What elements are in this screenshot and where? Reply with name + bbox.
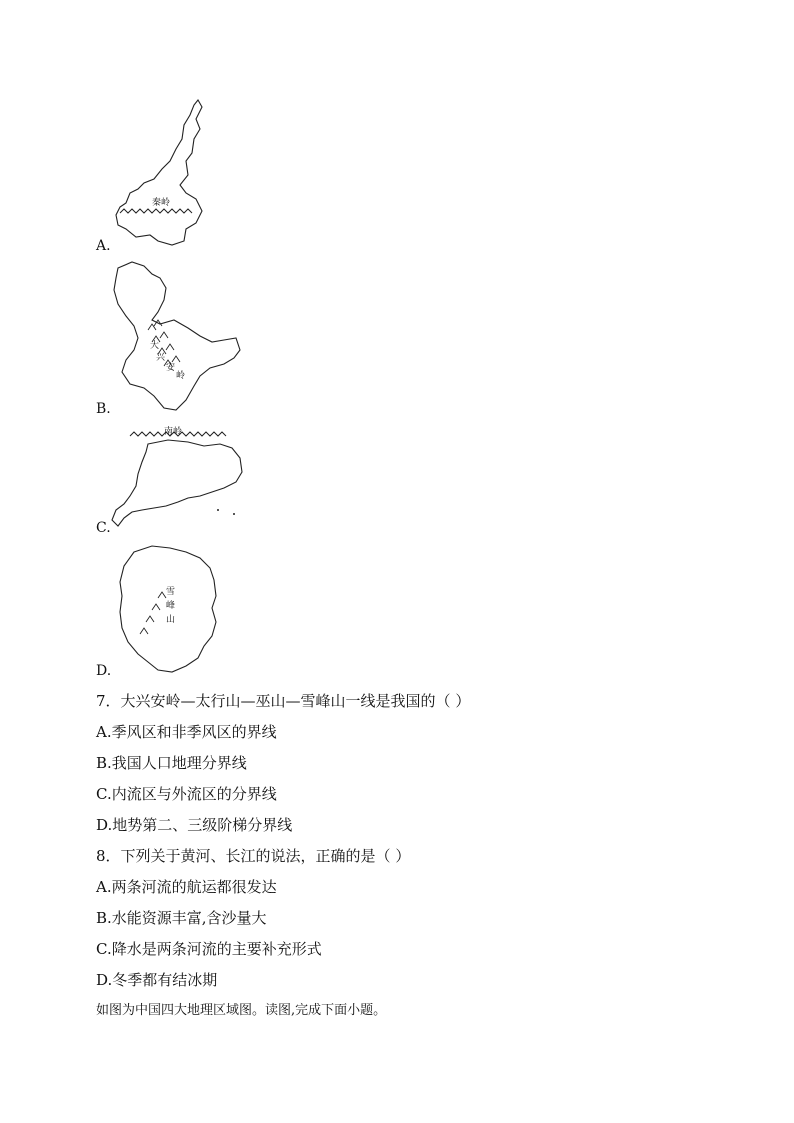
map-d-label-2: 峰: [166, 601, 176, 611]
map-b-label-1: 大: [150, 341, 160, 351]
map-b-heilongjiang: [108, 260, 248, 415]
question-8-choice-b[interactable]: B.水能资源丰富,含沙量大: [96, 909, 267, 927]
question-8-stem: 8．下列关于黄河、长江的说法，正确的是（ ）: [96, 847, 411, 865]
section-intro: 如图为中国四大地理区域图。读图,完成下面小题。: [96, 1003, 387, 1018]
question-8-choice-c[interactable]: C.降水是两条河流的主要补充形式: [96, 940, 322, 958]
map-b-label-4: 岭: [176, 371, 186, 381]
map-c-label: 南岭: [164, 427, 183, 437]
option-c-letter: C.: [96, 520, 111, 536]
option-d-letter: D.: [96, 663, 112, 679]
map-b-label-2: 兴: [156, 353, 166, 363]
map-c-guangdong: [108, 422, 250, 530]
question-8-choice-d[interactable]: D.冬季都有结冰期: [96, 971, 218, 989]
question-7-stem: 7．大兴安岭—太行山—巫山—雪峰山一线是我国的（ ）: [96, 692, 471, 710]
map-d-hunan: [112, 542, 234, 677]
map-a-shaanxi: [110, 95, 220, 250]
question-7-choice-d[interactable]: D.地势第二、三级阶梯分界线: [96, 816, 293, 834]
option-a-letter: A.: [96, 238, 111, 254]
question-7-choice-a[interactable]: A.季风区和非季风区的界线: [96, 723, 277, 741]
option-b-letter: B.: [96, 401, 111, 417]
question-7-choice-c[interactable]: C.内流区与外流区的分界线: [96, 785, 277, 803]
map-a-label: 秦岭: [152, 198, 171, 208]
map-b-label-3: 安: [166, 363, 176, 373]
question-7-choice-b[interactable]: B.我国人口地理分界线: [96, 754, 247, 772]
map-d-label-1: 雪: [166, 587, 176, 597]
question-8-choice-a[interactable]: A.两条河流的航运都很发达: [96, 878, 277, 896]
map-d-label-3: 山: [166, 615, 176, 625]
